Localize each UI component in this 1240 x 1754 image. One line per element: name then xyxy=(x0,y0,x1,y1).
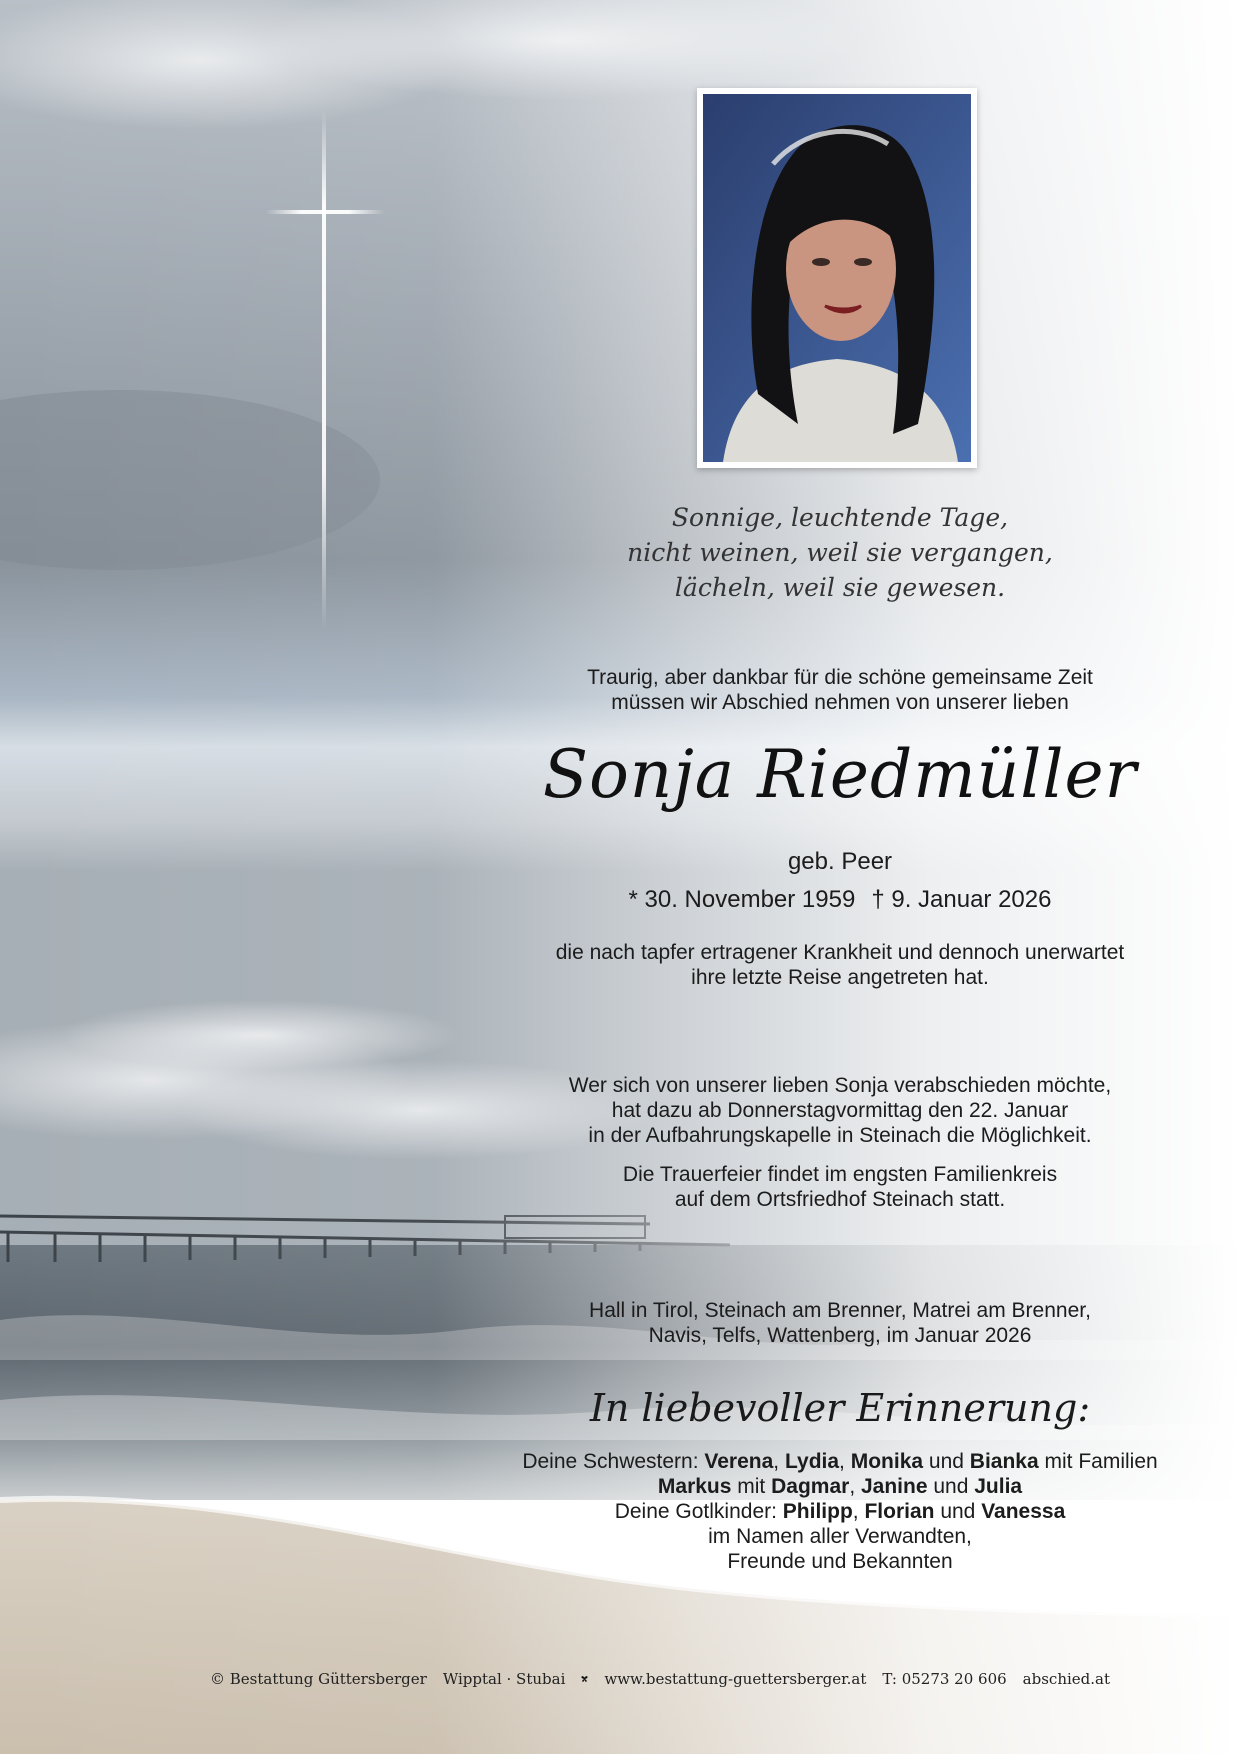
place-date xyxy=(500,1298,1180,1348)
family-name: Dagmar xyxy=(771,1475,850,1498)
family-line-partner xyxy=(500,1474,1180,1499)
farewell-line: hat dazu ab Donnerstagvormittag den 22. Januar xyxy=(611,1099,1069,1122)
farewell-line: in der Aufbahrungskapelle in Steinach die Möglichkeit. xyxy=(588,1124,1092,1147)
footer-phone: T: 05273 20 606 xyxy=(882,1670,1007,1688)
farewell-line: Wer sich von unserer lieben Sonja verabschieden möchte, xyxy=(568,1074,1112,1097)
family-name: Lydia xyxy=(784,1450,840,1473)
family-name: Julia xyxy=(974,1475,1023,1498)
sisters-prefix: Deine Schwestern: xyxy=(522,1450,705,1473)
quote-line: Sonnige, leuchtende Tage, xyxy=(671,503,1009,532)
separator: , xyxy=(773,1450,785,1473)
family-line-relatives: im Namen aller Verwandten, xyxy=(708,1525,972,1548)
family-line-friends: Freunde und Bekannten xyxy=(727,1550,953,1573)
separator: , xyxy=(849,1475,861,1498)
footer xyxy=(210,1664,1110,1694)
notice-line: ihre letzte Reise angetreten hat. xyxy=(691,966,989,989)
separator: und xyxy=(923,1450,970,1473)
footer-region: Wipptal · Stubai xyxy=(442,1670,566,1688)
death-date: † 9. Januar 2026 xyxy=(871,886,1052,913)
sisters-suffix: mit Familien xyxy=(1038,1450,1158,1473)
notice-line: die nach tapfer ertragener Krankheit und dennoch unerwartet xyxy=(555,941,1125,964)
family-list xyxy=(500,1449,1180,1574)
family-line-godchildren xyxy=(500,1499,1180,1524)
birth-name: geb. Peer xyxy=(787,848,893,875)
quote-line: lächeln, weil sie gewesen. xyxy=(674,573,1006,602)
footer-website[interactable]: www.bestattung-guettersberger.at xyxy=(604,1670,867,1688)
separator: und xyxy=(927,1475,975,1498)
family-name: Monika xyxy=(850,1450,924,1473)
separator: , xyxy=(839,1450,851,1473)
godchildren-prefix: Deine Gotlkinder: xyxy=(614,1500,783,1523)
intro-text xyxy=(500,665,1180,715)
farewell-text xyxy=(500,1073,1180,1148)
intro-line: müssen wir Abschied nehmen von unserer lieben xyxy=(611,691,1069,714)
family-name: Vanessa xyxy=(981,1500,1066,1523)
family-name: Verena xyxy=(704,1450,774,1473)
family-name: Markus xyxy=(657,1475,732,1498)
separator: und xyxy=(934,1500,982,1523)
life-dates xyxy=(500,885,1180,915)
memory-heading: In liebevoller Erinnerung: xyxy=(589,1386,1091,1430)
separator: mit xyxy=(731,1475,772,1498)
notice-text xyxy=(500,940,1180,990)
deceased-name: Sonja Riedmüller xyxy=(542,736,1138,813)
quote xyxy=(500,500,1180,605)
family-name: Bianka xyxy=(969,1450,1039,1473)
funeral-line: Die Trauerfeier findet im engsten Familienkreis xyxy=(622,1163,1058,1186)
quote-line: nicht weinen, weil sie vergangen, xyxy=(627,538,1053,567)
family-name: Philipp xyxy=(782,1500,853,1523)
intro-line: Traurig, aber dankbar für die schöne gemeinsame Zeit xyxy=(587,666,1093,689)
footer-portal[interactable]: abschied.at xyxy=(1022,1670,1110,1688)
separator: , xyxy=(852,1500,865,1523)
family-name: Florian xyxy=(864,1500,935,1523)
portrait-frame xyxy=(697,88,977,468)
funeral-line: auf dem Ortsfriedhof Steinach statt. xyxy=(674,1188,1006,1211)
family-name: Janine xyxy=(860,1475,928,1498)
birth-date: * 30. November 1959 xyxy=(628,886,856,913)
place-line: Navis, Telfs, Wattenberg, im Januar 2026 xyxy=(648,1324,1032,1347)
footer-company: © Bestattung Güttersberger xyxy=(210,1670,427,1688)
portrait-photo xyxy=(703,94,971,462)
butterfly-icon xyxy=(581,1665,588,1693)
cross-icon xyxy=(322,110,326,630)
funeral-text xyxy=(500,1162,1180,1212)
family-line-sisters xyxy=(500,1449,1180,1474)
cross-icon-bar xyxy=(266,210,384,214)
place-line: Hall in Tirol, Steinach am Brenner, Matrei am Brenner, xyxy=(589,1299,1091,1322)
